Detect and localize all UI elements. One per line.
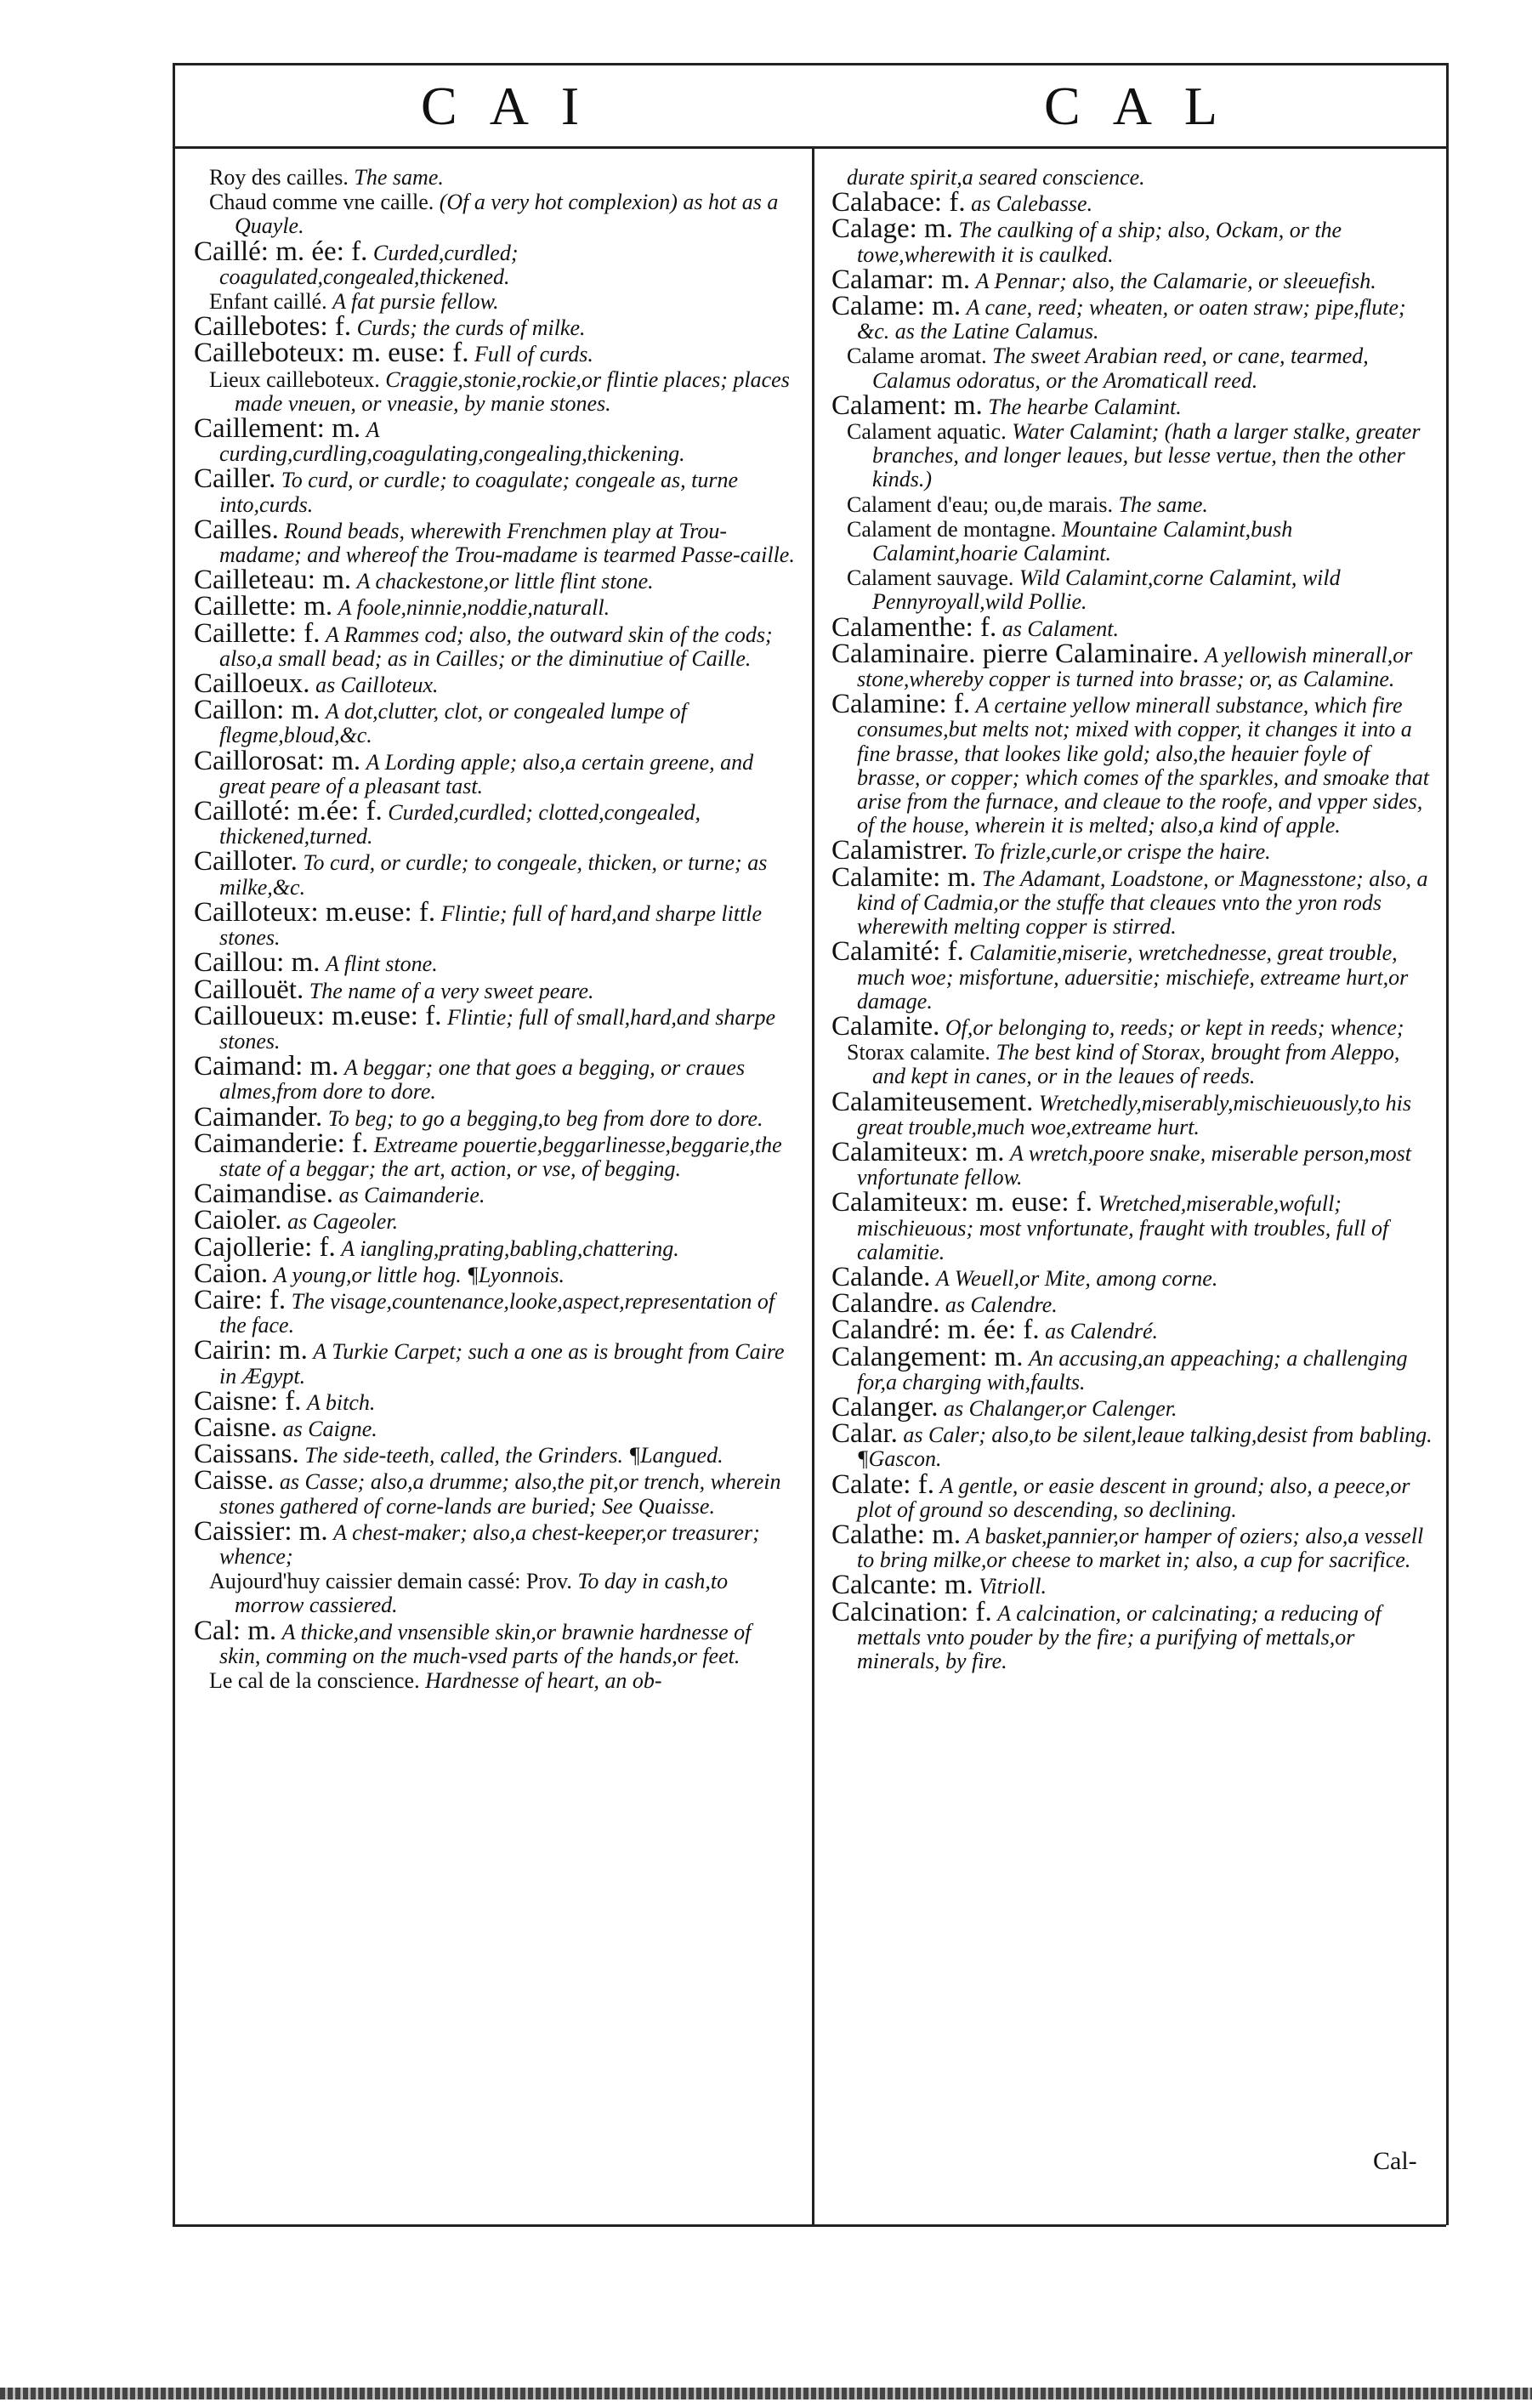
entry-headword: Cailleteau: m. bbox=[194, 565, 352, 596]
entry-headword: Cailloeux. bbox=[194, 668, 310, 700]
dictionary-entry bbox=[831, 187, 1435, 219]
dictionary-entry bbox=[194, 236, 797, 289]
column-divider bbox=[812, 146, 814, 2225]
entry-headword: Calate: f. bbox=[831, 1468, 934, 1500]
entry-definition: Curds; the curds of milke. bbox=[356, 315, 586, 341]
entry-headword: Caillon: m. bbox=[194, 695, 321, 726]
entry-headword: Calamiteux: m. euse: f. bbox=[831, 1187, 1093, 1218]
entry-headword: Storax calamite. bbox=[847, 1040, 990, 1065]
dictionary-entry bbox=[831, 264, 1435, 295]
entry-definition: Mountaine Calamint,bush Calamint,hoarie Calamint. bbox=[872, 516, 1293, 566]
entry-headword: Calamiteusement. bbox=[831, 1086, 1034, 1117]
dictionary-entry bbox=[831, 389, 1435, 421]
dictionary-entry bbox=[194, 1570, 797, 1617]
entry-headword: Caisne. bbox=[194, 1411, 278, 1443]
entry-definition: The best kind of Storax, brought from Aleppo, and kept in canes, or in the leaues of reeds. bbox=[872, 1040, 1400, 1089]
dictionary-entry bbox=[831, 344, 1435, 392]
entry-definition: The visage,countenance,looke,aspect,representation of the face. bbox=[219, 1288, 775, 1338]
entry-headword: Chaud comme vne caille. bbox=[209, 190, 434, 215]
dictionary-entry bbox=[194, 846, 797, 900]
dictionary-entry bbox=[194, 338, 797, 369]
entry-definition: To day in cash,to morrow cassiered. bbox=[235, 1569, 729, 1618]
dictionary-entry bbox=[194, 668, 797, 700]
entry-headword: Calamite: m. bbox=[831, 861, 977, 893]
dictionary-entry bbox=[194, 974, 797, 1005]
dictionary-entry bbox=[194, 947, 797, 979]
dictionary-entry bbox=[194, 796, 797, 849]
entry-headword: Aujourd'huy caissier demain cassé: Prov. bbox=[209, 1569, 572, 1594]
entry-headword: Calaminaire. pierre Calaminaire. bbox=[831, 638, 1200, 669]
entry-definition: A chest-maker; also,a chest-keeper,or treasurer; whence; bbox=[219, 1519, 760, 1569]
dictionary-entry bbox=[831, 1261, 1435, 1292]
dictionary-entry bbox=[194, 617, 797, 671]
dictionary-entry bbox=[194, 1284, 797, 1338]
entry-definition: as Calendre. bbox=[945, 1292, 1058, 1318]
dictionary-entry bbox=[194, 1411, 797, 1443]
dictionary-entry bbox=[831, 291, 1435, 344]
catchword: Cal- bbox=[1373, 2147, 1417, 2175]
entry-definition: as Caler; also,to be silent,leaue talking,desist from babling. ¶Gascon. bbox=[857, 1423, 1433, 1472]
dictionary-entry bbox=[194, 1465, 797, 1519]
entry-headword: Lieux cailleboteux. bbox=[209, 366, 380, 392]
entry-definition: To frizle,curle,or crispe the haire. bbox=[973, 839, 1271, 865]
entry-headword: Calathe: m. bbox=[831, 1519, 962, 1550]
entry-definition: A flint stone. bbox=[326, 951, 438, 977]
entry-definition: as Cailloteux. bbox=[315, 673, 439, 698]
dictionary-entry bbox=[831, 1041, 1435, 1088]
entry-headword: Calar. bbox=[831, 1418, 898, 1450]
entry-definition: Water Calamint; (hath a larger stalke, greater branches, and longer leaues, but lesse vertue, then the other kinds.) bbox=[872, 419, 1421, 492]
entry-definition: The hearbe Calamint. bbox=[988, 394, 1182, 419]
entry-definition: A young,or little hog. ¶Lyonnois. bbox=[273, 1262, 565, 1287]
dictionary-entry bbox=[831, 1315, 1435, 1346]
entry-definition: Wild Calamint,corne Calamint, wild Pennyroyall,wild Pollie. bbox=[872, 565, 1341, 615]
dictionary-entry bbox=[194, 695, 797, 748]
entry-headword: Cailloueux: m.euse: f. bbox=[194, 1000, 442, 1031]
entry-headword: Calament d'eau; ou,de marais. bbox=[847, 491, 1113, 517]
entry-definition: Extreame pouertie,beggarlinesse,beggarie,the state of a beggar; the art, action, or vse, of begging. bbox=[219, 1132, 782, 1181]
entry-headword: Caillement: m. bbox=[194, 413, 361, 445]
dictionary-entry bbox=[194, 1231, 797, 1263]
entry-definition: The same. bbox=[1118, 491, 1208, 517]
entry-definition: A calcination, or calcinating; a reducing of mettals vnto pouder by the fire; a purifying of mettals,or minerals, by fire. bbox=[857, 1600, 1382, 1673]
entry-definition: The name of a very sweet peare. bbox=[309, 978, 594, 1003]
entry-definition: as Calebasse. bbox=[971, 191, 1093, 217]
entry-definition: Craggie,stonie,rockie,or flintie places; places made vneuen, or vneasie, by manie stones. bbox=[235, 366, 790, 416]
dictionary-entry bbox=[194, 591, 797, 622]
entry-definition: A basket,pannier,or hamper of oziers; also,a vessell to bring milke,or cheese to market in; also, a cup for sacrifice. bbox=[857, 1523, 1424, 1573]
dictionary-entry bbox=[831, 861, 1435, 940]
dictionary-entry bbox=[194, 1515, 797, 1569]
dictionary-entry bbox=[831, 1418, 1435, 1472]
dictionary-entry bbox=[194, 1127, 797, 1181]
dictionary-entry bbox=[194, 413, 797, 467]
entry-headword: Caioler. bbox=[194, 1205, 282, 1236]
dictionary-entry bbox=[831, 611, 1435, 643]
dictionary-entry bbox=[831, 1288, 1435, 1320]
entry-headword: Calament: m. bbox=[831, 389, 983, 421]
entry-definition: as Caimanderie. bbox=[338, 1183, 485, 1208]
entry-headword: Calament aquatic. bbox=[847, 419, 1007, 445]
dictionary-entry bbox=[194, 1178, 797, 1210]
dictionary-entry bbox=[194, 1205, 797, 1236]
entry-definition: A Turkie Carpet; such a one as is brought from Caire in Ægypt. bbox=[219, 1339, 785, 1389]
entry-headword: Caimander. bbox=[194, 1101, 323, 1133]
entry-headword: Calcante: m. bbox=[831, 1570, 973, 1601]
entry-definition: An accusing,an appeaching; a challenging for,a charging with,faults. bbox=[857, 1345, 1408, 1394]
entry-headword: Calame aromat. bbox=[847, 344, 987, 369]
entry-definition: Hardnesse of heart, an ob- bbox=[425, 1667, 662, 1693]
right-column bbox=[831, 166, 1435, 1674]
entry-headword: Caillou: m. bbox=[194, 947, 321, 979]
entry-headword: Calage: m. bbox=[831, 213, 953, 245]
entry-headword: Cal: m. bbox=[194, 1615, 277, 1646]
dictionary-entry bbox=[194, 1258, 797, 1289]
dictionary-entry bbox=[194, 1051, 797, 1105]
dictionary-entry bbox=[831, 420, 1435, 492]
entry-headword: Caillebotes: f. bbox=[194, 311, 352, 343]
entry-headword: Caisne: f. bbox=[194, 1385, 302, 1417]
entry-definition: as Calament. bbox=[1001, 616, 1119, 641]
entry-headword: Caissier: m. bbox=[194, 1515, 328, 1547]
entry-headword: Caire: f. bbox=[194, 1284, 287, 1315]
entry-definition: A cane, reed; wheaten, or oaten straw; pipe,flute; &c. as the Latine Calamus. bbox=[857, 295, 1406, 344]
entry-headword: Caissans. bbox=[194, 1439, 299, 1470]
entry-headword: Caillette: f. bbox=[194, 617, 321, 649]
entry-headword: Calamar: m. bbox=[831, 264, 971, 295]
dictionary-entry bbox=[194, 190, 797, 238]
entry-headword: Cairin: m. bbox=[194, 1335, 308, 1366]
entry-definition: A Weuell,or Mite, among corne. bbox=[935, 1265, 1218, 1291]
dictionary-entry bbox=[194, 368, 797, 416]
dictionary-entry bbox=[831, 1519, 1435, 1573]
running-head-right: CAL bbox=[1044, 76, 1250, 136]
dictionary-entry bbox=[831, 689, 1435, 838]
entry-headword: Caillé: m. ée: f. bbox=[194, 236, 368, 267]
entry-definition: A Pennar; also, the Calamarie, or sleeuefish. bbox=[975, 268, 1376, 293]
dictionary-entry bbox=[831, 1570, 1435, 1601]
dictionary-entry bbox=[831, 1086, 1435, 1139]
entry-definition: Full of curds. bbox=[474, 342, 593, 367]
entry-definition: Calamitie,miserie, wretchednesse, great trouble, much woe; misfortune, aduersitie; mischiefe, extreame hurt,or damage. bbox=[857, 940, 1409, 1014]
dictionary-entry bbox=[194, 463, 797, 517]
entry-headword: Calcination: f. bbox=[831, 1596, 992, 1627]
entry-definition: A Rammes cod; also, the outward skin of the cods; also,a small bead; as in Cailles; or the diminutiue of Caille. bbox=[219, 622, 773, 671]
entry-definition: Of,or belonging to, reeds; or kept in reeds; whence; bbox=[945, 1014, 1404, 1040]
dictionary-entry bbox=[831, 493, 1435, 517]
entry-headword: Cailloté: m.ée: f. bbox=[194, 796, 383, 827]
entry-definition: A bitch. bbox=[306, 1389, 376, 1415]
entry-headword: Calamistrer. bbox=[831, 835, 968, 866]
entry-definition: as Casse; also,a drumme; also,the pit,or trench, wherein stones gathered of corne-lands are buried; See Quaisse. bbox=[219, 1469, 781, 1519]
entry-definition: A thicke,and vnsensible skin,or brawnie hardnesse of skin, comming on the much-vsed parts of the hands,or feet. bbox=[219, 1619, 752, 1668]
dictionary-entry bbox=[194, 166, 797, 190]
dictionary-entry bbox=[831, 936, 1435, 1014]
dictionary-entry bbox=[831, 835, 1435, 866]
entry-definition: To curd, or curdle; to coagulate; congeale as, turne into,curds. bbox=[219, 468, 738, 517]
dictionary-entry bbox=[194, 1385, 797, 1417]
dictionary-entry bbox=[194, 1439, 797, 1470]
dictionary-entry bbox=[831, 213, 1435, 267]
entry-headword: Caillorosat: m. bbox=[194, 745, 361, 776]
entry-definition: A fat pursie fellow. bbox=[332, 289, 499, 315]
entry-headword: Calament de montagne. bbox=[847, 516, 1057, 542]
entry-definition: (Of a very hot complexion) as hot as a Quayle. bbox=[235, 190, 779, 239]
entry-headword: Calame: m. bbox=[831, 291, 962, 322]
entry-headword: Caillouët. bbox=[194, 974, 304, 1005]
entry-headword: Caillette: m. bbox=[194, 591, 333, 622]
running-head-left: CAI bbox=[421, 76, 612, 136]
dictionary-entry bbox=[194, 514, 797, 568]
entry-definition: as Calendré. bbox=[1045, 1319, 1159, 1344]
entry-definition: Wretched,miserable,wofull; mischieuous; most vnfortunate, fraught with troubles, full of calamitie. bbox=[857, 1191, 1389, 1264]
dictionary-entry bbox=[194, 1669, 797, 1693]
entry-headword: Calament sauvage. bbox=[847, 565, 1014, 591]
dictionary-entry bbox=[194, 1615, 797, 1668]
dictionary-entry bbox=[831, 518, 1435, 565]
entry-headword: Enfant caillé. bbox=[209, 289, 327, 315]
entry-definition: A certaine yellow minerall substance, which fire consumes,but melts not; mixed with copper, it changes it into a fine brasse, that lookes like gold; also,the heauier foyle of brasse, or copper; which comes of the sparkles, and smoake that arise from the furnace, and cleaue to the roofe, and vpper sides, of the house, wherein it is melted; also,a kind of apple. bbox=[857, 693, 1430, 838]
entry-headword: Cailloter. bbox=[194, 846, 298, 877]
entry-headword: Cailler. bbox=[194, 463, 276, 495]
entry-definition: A curding,curdling,coagulating,congealing,thickening. bbox=[219, 417, 685, 467]
entry-definition: A chackestone,or little flint stone. bbox=[356, 569, 654, 594]
entry-definition: durate spirit,a seared conscience. bbox=[847, 165, 1145, 190]
header-rule bbox=[173, 146, 1446, 149]
dictionary-entry bbox=[194, 1101, 797, 1133]
dictionary-entry bbox=[831, 1136, 1435, 1190]
entry-definition: The caulking of a ship; also, Ockam, or the towe,wherewith it is caulked. bbox=[857, 218, 1342, 267]
dictionary-entry bbox=[194, 896, 797, 951]
entry-headword: Cailloteux: m.euse: f. bbox=[194, 896, 436, 928]
dictionary-entry bbox=[831, 166, 1435, 190]
dictionary-entry bbox=[831, 638, 1435, 692]
entry-headword: Calamine: f. bbox=[831, 689, 971, 720]
entry-headword: Caisse. bbox=[194, 1465, 275, 1496]
entry-definition: Flintie; full of hard,and sharpe little stones. bbox=[219, 900, 763, 951]
entry-definition: Wretchedly,miserably,mischieuously,to his great trouble,much woe,extreame hurt. bbox=[857, 1090, 1411, 1139]
entry-definition: A wretch,poore snake, miserable person,most vnfortunate fellow. bbox=[857, 1140, 1412, 1190]
dictionary-entry bbox=[831, 1391, 1435, 1423]
entry-definition: A yellowish minerall,or stone,whereby copper is turned into brasse; or, as Calamine. bbox=[857, 642, 1413, 692]
entry-definition: The side-teeth, called, the Grinders. ¶Langued. bbox=[304, 1443, 723, 1468]
entry-definition: A beggar; one that goes a begging, or craues almes,from dore to dore. bbox=[219, 1055, 746, 1105]
dictionary-entry bbox=[194, 1000, 797, 1054]
entry-headword: Calande. bbox=[831, 1261, 931, 1292]
entry-definition: A gentle, or easie descent in ground; also, a peece,or plot of ground so descending, so declining. bbox=[857, 1473, 1410, 1522]
dictionary-entry bbox=[831, 1010, 1435, 1042]
dictionary-entry bbox=[194, 290, 797, 314]
entry-headword: Calangement: m. bbox=[831, 1341, 1024, 1372]
dictionary-entry bbox=[194, 745, 797, 798]
entry-headword: Calandre. bbox=[831, 1288, 940, 1320]
entry-definition: Flintie; full of small,hard,and sharpe stones. bbox=[219, 1004, 776, 1054]
entry-definition: Round beads, wherewith Frenchmen play at Trou-madame; and whereof the Trou-madame is tearmed Passe-caille. bbox=[219, 518, 795, 568]
entry-definition: Curded,curdled; clotted,congealed, thickened,turned. bbox=[219, 800, 701, 849]
entry-definition: To curd, or curdle; to congeale, thicken, or turne; as milke,&c. bbox=[219, 850, 768, 900]
left-column bbox=[194, 166, 797, 1694]
entry-definition: A iangling,prating,babling,chattering. bbox=[341, 1235, 679, 1261]
entry-headword: Cajollerie: f. bbox=[194, 1231, 336, 1263]
entry-definition: The sweet Arabian reed, or cane, tearmed, Calamus odoratus, or the Aromaticall reed. bbox=[872, 344, 1369, 393]
dictionary-entry bbox=[194, 1335, 797, 1389]
entry-headword: Calamité: f. bbox=[831, 936, 964, 968]
entry-headword: Calanger. bbox=[831, 1391, 939, 1423]
entry-headword: Cailles. bbox=[194, 514, 279, 545]
dictionary-entry bbox=[194, 311, 797, 343]
entry-headword: Calamenthe: f. bbox=[831, 611, 997, 643]
entry-definition: A Lording apple; also,a certain greene, and great peare of a pleasant tast. bbox=[219, 749, 754, 798]
dictionary-entry bbox=[831, 1468, 1435, 1522]
entry-definition: A foole,ninnie,noddie,naturall. bbox=[338, 595, 610, 621]
page-edge-strip bbox=[0, 2388, 1532, 2399]
dictionary-entry bbox=[831, 566, 1435, 614]
entry-headword: Calamiteux: m. bbox=[831, 1136, 1005, 1167]
entry-definition: The same. bbox=[354, 165, 444, 190]
dictionary-entry bbox=[831, 1187, 1435, 1264]
entry-headword: Calandré: m. ée: f. bbox=[831, 1315, 1040, 1346]
entry-definition: The Adamant, Loadstone, or Magnesstone; also, a kind of Cadmia,or the stuffe that cleaues vnto the yron rods wherewith melting copper is stirred. bbox=[857, 866, 1428, 940]
bottom-rule bbox=[173, 2224, 1446, 2227]
dictionary-entry bbox=[831, 1596, 1435, 1674]
dictionary-entry bbox=[831, 1341, 1435, 1394]
entry-definition: Curded,curdled; coagulated,congealed,thickened. bbox=[219, 240, 519, 289]
entry-headword: Caion. bbox=[194, 1258, 269, 1289]
entry-headword: Caimand: m. bbox=[194, 1051, 339, 1082]
entry-headword: Roy des cailles. bbox=[209, 165, 349, 190]
entry-definition: as Cageoler. bbox=[287, 1209, 399, 1235]
entry-definition: as Caigne. bbox=[282, 1416, 377, 1441]
entry-definition: To beg; to go a begging,to beg from dore to dore. bbox=[327, 1105, 763, 1131]
entry-headword: Calabace: f. bbox=[831, 187, 966, 219]
entry-definition: A dot,clutter, clot, or congealed lumpe of flegme,bloud,&c. bbox=[219, 699, 687, 748]
entry-headword: Le cal de la conscience. bbox=[209, 1667, 420, 1693]
entry-headword: Cailleboteux: m. euse: f. bbox=[194, 338, 469, 369]
entry-headword: Caimandise. bbox=[194, 1178, 334, 1210]
entry-definition: Vitrioll. bbox=[979, 1574, 1047, 1599]
entry-headword: Calamite. bbox=[831, 1010, 940, 1042]
entry-definition: as Chalanger,or Calenger. bbox=[944, 1395, 1177, 1421]
dictionary-entry bbox=[194, 565, 797, 596]
entry-headword: Caimanderie: f. bbox=[194, 1127, 369, 1159]
